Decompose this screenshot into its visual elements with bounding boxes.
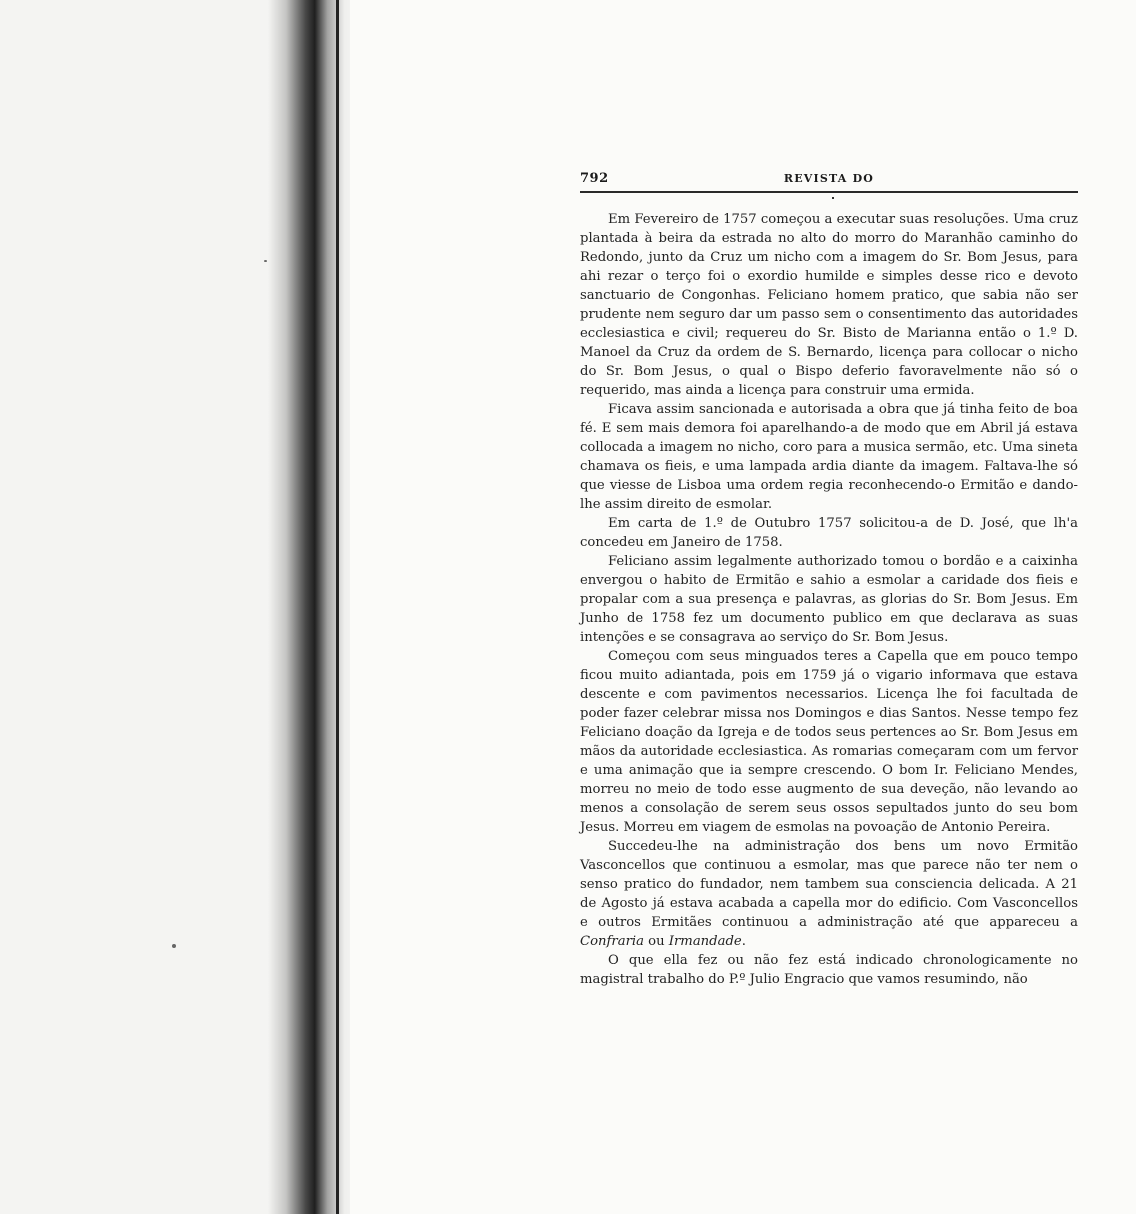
- paragraph: [580, 552, 1078, 647]
- article-body: [580, 210, 1078, 989]
- page-speck: [172, 944, 176, 948]
- text-run: Em carta de 1.º de Outubro 1757 solicitou-a de D. José, que lh'a concedeu em Janeiro de 1758.: [580, 516, 1078, 550]
- paragraph: [580, 647, 1078, 837]
- header-rule-mark: [832, 197, 834, 199]
- paragraph: [580, 400, 1078, 514]
- paragraph: [580, 514, 1078, 552]
- journal-title: REVISTA DO: [783, 172, 875, 185]
- paragraph: [580, 951, 1078, 989]
- text-run: O que ella fez ou não fez está indicado chronologicamente no magistral trabalho do P.º Julio Engracio que vamos resumindo, não: [580, 953, 1078, 987]
- text-run: ou: [643, 934, 669, 949]
- text-run: Ficava assim sancionada e autorisada a obra que já tinha feito de boa fé. E sem mais demora foi aparelhando-a de modo que em Abril já estava collocada a imagem no nicho, coro para a musica sermão, etc. Uma sineta chamava os fieis, e uma lampada ardia diante da imagem. Faltava-lhe só que viesse de Lisboa uma ordem regia reconhecendo-o Ermitão e dando-lhe assim direito de esmolar.: [580, 402, 1078, 512]
- italic-text: Confraria: [580, 934, 644, 949]
- text-run: Começou com seus minguados teres a Capella que em pouco tempo ficou muito adiantada, pois em 1759 já o vigario informava que estava descente e com pavimentos necessarios. Licença lhe foi facultada de poder fazer celebrar missa nos Domingos e dias Santos. Nesse tempo fez Feliciano doação da Igreja e de todos seus pertences ao Sr. Bom Jesus em mãos da autoridade ecclesiastica. As romarias começaram com um fervor e uma animação que ia sempre crescendo. O bom Ir. Feliciano Mendes, morreu no meio de todo esse augmento de sua deveção, não levando ao menos a consolação de serem seus ossos sepultados junto do seu bom Jesus. Morreu em viagem de esmolas na povoação de Antonio Pereira.: [580, 649, 1078, 835]
- page-speck: [264, 260, 267, 262]
- text-run: Feliciano assim legalmente authorizado tomou o bordão e a caixinha envergou o habito de Ermitão e sahio a esmolar a caridade dos fieis e propalar com a sua presença e palavras, as glorias do Sr. Bom Jesus. Em Junho de 1758 fez um documento publico em que declarava as suas intenções e se consagrava ao serviço do Sr. Bom Jesus.: [580, 554, 1078, 645]
- header-rule: [580, 191, 1078, 193]
- paragraph: [580, 837, 1078, 951]
- text-run: .: [741, 934, 746, 949]
- book-spine: [336, 0, 339, 1214]
- page-number: 792: [580, 171, 609, 186]
- text-run: Em Fevereiro de 1757 começou a executar suas resoluções. Uma cruz plantada à beira da estrada no alto do morro do Maranhão caminho do Redondo, junto da Cruz um nicho com a imagem do Sr. Bom Jesus, para ahi rezar o terço foi o exordio humilde e simples desse rico e devoto sanctuario de Congonhas. Feliciano homem pratico, que sabia não ser prudente nem seguro dar um passo sem o consentimento das autoridades ecclesiastica e civil; requereu do Sr. Bisto de Marianna então o 1.º D. Manoel da Cruz da ordem de S. Bernardo, licença para collocar o nicho do Sr. Bom Jesus, o qual o Bispo deferio favoravelmente não só o requerido, mas ainda a licença para construir uma ermida.: [580, 212, 1078, 398]
- paragraph: [580, 210, 1078, 400]
- running-head: [580, 171, 1078, 191]
- book-gutter-shadow: [268, 0, 358, 1214]
- left-page: [0, 0, 300, 1214]
- text-run: Succedeu-lhe na administração dos bens um novo Ermitão Vasconcellos que continuou a esmolar, mas que parece não ter nem o senso pratico do fundador, nem tambem sua consciencia delicada. A 21 de Agosto já estava acabada a capella mor do edificio. Com Vasconcellos e outros Ermitães continuou a administração até que appareceu a: [580, 839, 1078, 930]
- italic-text: Irmandade: [668, 934, 742, 949]
